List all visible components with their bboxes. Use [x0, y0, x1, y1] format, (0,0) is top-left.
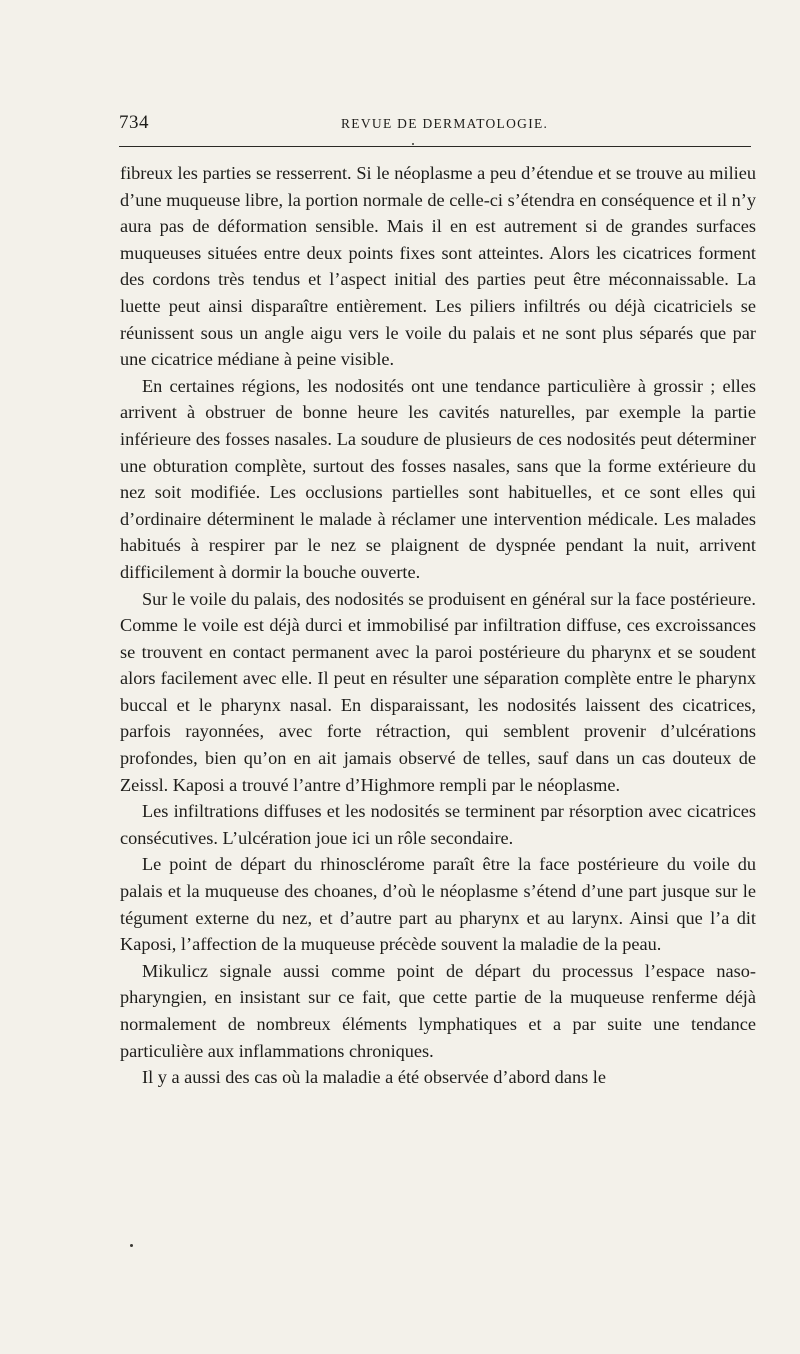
paragraph-infiltrations: Les infiltrations diffuses et les nodosités se terminent par résorption avec cicatrices consécutives. L’ulcération joue ici un rôle secondaire. — [120, 801, 756, 848]
ink-speck — [130, 1244, 133, 1247]
paragraph-mikulicz: Mikulicz signale aussi comme point de départ du processus l’espace naso-pharyngien, en insistant sur ce fait, que cette partie de la muqueuse renferme déjà normalement de nombreux éléments lymphatiques et a par suite une tendance particulière aux inflammations chroniques. — [120, 960, 756, 1061]
ink-speck — [412, 143, 414, 145]
paragraph-continuation: fibreux les parties se resserrent. Si le néoplasme a peu d’étendue et se trouve au milieu d’une muqueuse libre, la portion normale de celle-ci s’étendra en conséquence et il n’y aura pas de déformation sensible. Mais il en est autrement si de grandes surfaces muqueuses situées entre deux points fixes sont atteintes. Alors les cicatrices forment des cordons très tendus et l’aspect initial des parties peut être méconnaissable. La luette peut ainsi disparaître entièrement. Les piliers infiltrés ou déjà cicatriciels se réunissent sous un angle aigu vers le voile du palais et ne sont plus séparés que par une cicatrice médiane à peine visible. — [120, 163, 756, 370]
header-rule — [119, 146, 751, 147]
paragraph-voile-du-palais: Sur le voile du palais, des nodosités se produisent en général sur la face postérieure. Comme le voile est déjà durci et immobilisé par infiltration diffuse, ces excroissances se trouvent en contact permanent avec la paroi postérieure du pharynx et se soudent alors facilement avec elle. Il peut en résulter une séparation complète entre le pharynx buccal et le pharynx nasal. En disparaissant, les nodosités laissent des cicatrices, parfois rayonnées, avec forte rétraction, qui semblent provenir d’ulcérations profondes, bien qu’on en ait jamais observé de telles, sauf dans un cas douteux de Zeissl. Kaposi a trouvé l’antre d’Highmore rempli par le néoplasme. — [120, 588, 756, 795]
paragraph-point-de-depart: Le point de départ du rhinosclérome paraît être la face postérieure du voile du palais et la muqueuse des choanes, d’où le néoplasme s’étend d’une part jusque sur le tégument externe du nez, et d’autre part au pharynx et au larynx. Ainsi que l’a dit Kaposi, l’affection de la muqueuse précède souvent la maladie de la peau. — [120, 854, 756, 955]
paragraph-nodosites: En certaines régions, les nodosités ont une tendance particulière à grossir ; elles arrivent à obstruer de bonne heure les cavités naturelles, par exemple la partie inférieure des fosses nasales. La soudure de plusieurs de ces nodosités peut déterminer une obturation complète, surtout des fosses nasales, sans que la forme extérieure du nez soit modifiée. Les occlusions partielles sont habituelles, et ce sont elles qui d’ordinaire déterminent le malade à réclamer une intervention médicale. Les malades habitués à respirer par le nez se plaignent de dyspnée pendant la nuit, arrivent difficilement à dormir la bouche ouverte. — [120, 375, 756, 582]
body-text — [120, 160, 756, 1091]
paragraph-last-line: Il y a aussi des cas où la maladie a été observée d’abord dans le — [142, 1067, 606, 1088]
page-number: 734 — [119, 112, 149, 133]
page-header — [119, 112, 751, 136]
running-title: REVUE DE DERMATOLOGIE. — [341, 116, 549, 131]
